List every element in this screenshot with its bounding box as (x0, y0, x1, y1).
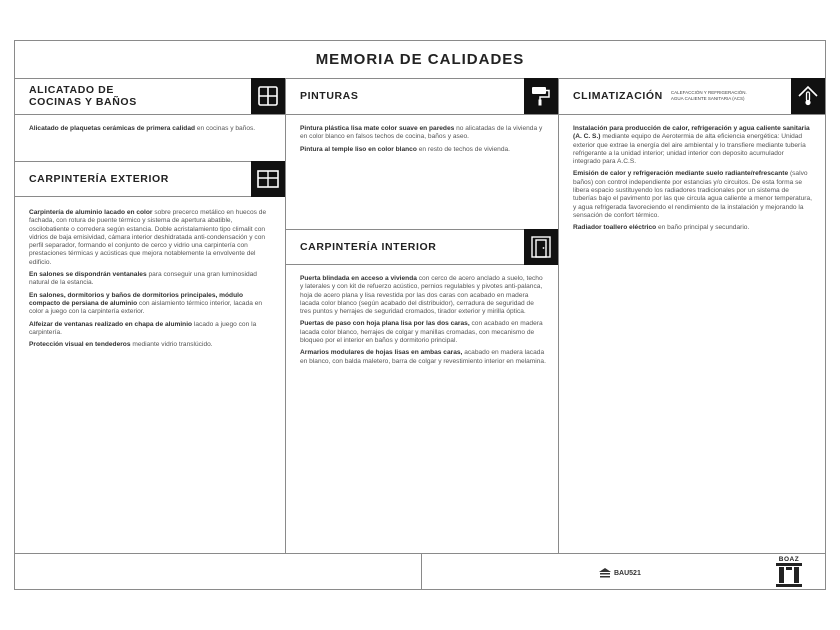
section-title-climatizacion: CLIMATIZACIÓN CALEFACCIÓN Y REFRIGERACIÓN. AGUA CALIENTE SANITARIA (ACS) (573, 79, 761, 113)
carpinteria-exterior-text: Carpintería de aluminio lacado en color sobre precerco metálico en huecos de fachada, con rotura de puente térmico y sistema de apertura abatible, oscilobatiente o corredera según estancia. Doble acristalamiento tipo climalit con vidrios de baja emisividad, cámara interior deshidratada anti-condensación y con perfil separador, formando el conjunto de cerco y vidrio una carpintería con prestaciones térmicas y acústicas que mejora notablemente la envolvente del edificio. En salones se dispondrán ventanales para conseguir una gran luminosidad natural de la estancia. En salones, dormitorios y baños de dormitorios principales, módulo compacto de persiana de aluminio con aislamiento térmico interior, lacada en color a juego con la carpintería exterior. Alfeizar de ventanas realizado en chapa de aluminio lacado a juego con la carpintería. Protección visual en tendederos mediante vidrio translúcido. (29, 209, 267, 349)
page-title: MEMORIA DE CALIDADES (15, 41, 825, 79)
section-title-carpinteria-interior: CARPINTERÍA INTERIOR (300, 241, 437, 253)
alicatado-text: Alicatado de plaquetas cerámicas de primera calidad en cocinas y baños. (29, 125, 256, 132)
document-frame (14, 40, 826, 590)
section-header-carpinteria-interior (286, 229, 558, 265)
climatizacion-text: Instalación para producción de calor, refrigeración y agua caliente sanitaria (A. C. S.) mediante equipo de Aerotermia de alta eficiencia energética: Unidad exterior que extrae la energía del aire ambiental y lo transfiere mediante tubería refrigerante a la unidad interior; unidad interior con deposito acumulador integrado para A.C.S. Emisión de calor y refrigeración mediante suelo radiante/refrescante (salvo baños) con control independiente por estancias y/o circuitos. De esta forma se libera espacio sustituyendo los radiadores tradicionales por un sistema de tuberías bajo el pavimento por las que circula agua caliente a menor temperatura, y agua refrigerada favoreciendo el rendimiento de la instalación y mejorando la sensación de confort térmico. Radiador toallero eléctrico en baño principal y secundario. (573, 125, 812, 232)
column-middle (286, 79, 559, 553)
section-header-climatizacion (559, 79, 825, 115)
section-title-pinturas: PINTURAS (300, 90, 359, 102)
boaz-logo: BOAZ (774, 556, 804, 592)
bau-logo: BAU521 (599, 568, 641, 578)
bau-logo-icon (599, 568, 611, 578)
footer-divider (421, 554, 422, 590)
climatizacion-subtitle: CALEFACCIÓN Y REFRIGERACIÓN. AGUA CALIENTE SANITARIA (ACS) (670, 90, 747, 101)
section-title-alicatado: ALICATADO DE COCINAS Y BAÑOS (29, 84, 137, 108)
window-icon (251, 161, 285, 197)
section-header-pinturas (286, 79, 558, 115)
door-icon (524, 229, 558, 265)
section-header-carpinteria-exterior (15, 161, 285, 197)
column-left (15, 79, 286, 553)
footer (15, 553, 825, 590)
boaz-columns-icon (774, 563, 804, 587)
pinturas-text: Pintura plástica lisa mate color suave en paredes no alicatadas de la vivienda y en color blanco en falsos techos de cocina, baños y aseo. Pintura al temple liso en color blanco en resto de techos de vivienda. (300, 125, 543, 153)
carpinteria-interior-text: Puerta blindada en acceso a vivienda con cerco de acero anclado a suelo, techo y laterales y con kit de refuerzo acústico, pernios regulables y pivotes anti-palanca, hoja de acero plana y lisa revestida por las dos caras con acabado en madera lacada color blanco (según acabado del distribuidor), cerradura de seguridad de tres puntos y herrajes de seguridad cromados, tirador exterior y mirilla óptica. Puertas de paso con hoja plana lisa por las dos caras, con acabado en madera lacada color blanco, herrajes de colgar y manillas cromadas, con mecanismo de bloqueo por el interior en baños y dormitorio principal. Armarios modulares de hojas lisas en ambas caras, acabado en madera lacada en blanco, con balda maletero, barra de colgar y revestimiento interior en melamina. (300, 275, 546, 365)
tile-grid-icon (251, 78, 285, 114)
column-right (559, 79, 825, 553)
paint-roller-icon (524, 78, 558, 114)
section-header-alicatado (15, 79, 285, 115)
thermometer-house-icon (791, 78, 825, 114)
section-title-carpinteria-exterior: CARPINTERÍA EXTERIOR (29, 173, 169, 185)
